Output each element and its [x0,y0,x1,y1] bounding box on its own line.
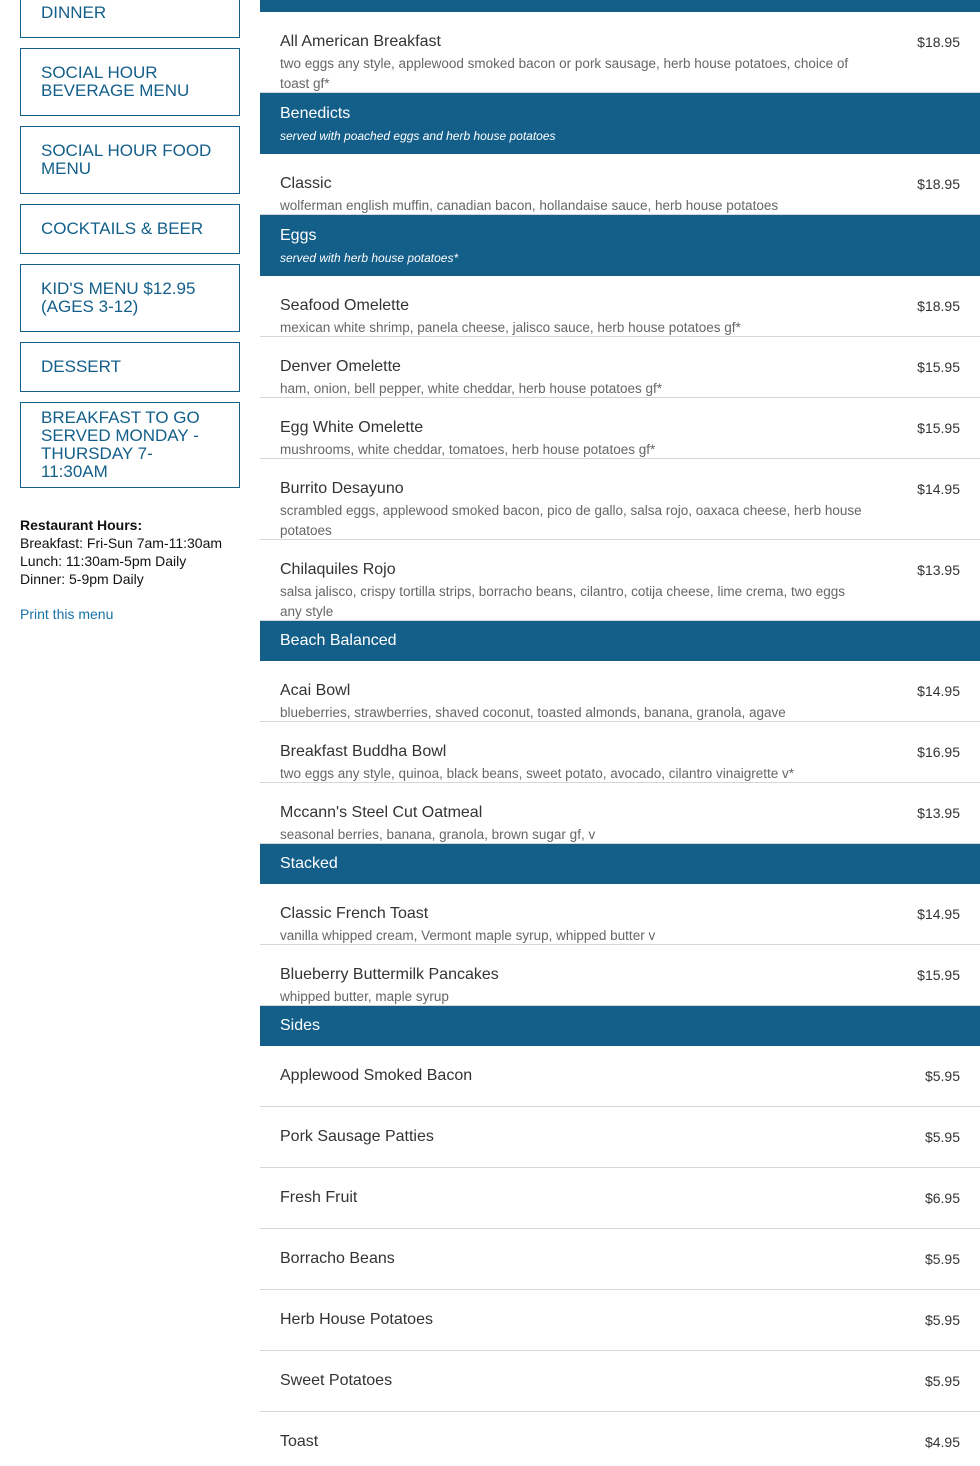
item-price: $6.95 [924,1190,960,1206]
nav-label: DESSERT [41,357,121,376]
section-header-eggs [260,215,980,276]
item-description: scrambled eggs, applewood smoked bacon, pico de gallo, salsa rojo, oaxaca cheese, herb house potatoes [280,503,862,538]
item-description: salsa jalisco, crispy tortilla strips, borracho beans, cilantro, cotija cheese, lime crema, two eggs any style [280,584,845,619]
item-name: Egg White Omelette [280,419,424,436]
item-name: All American Breakfast [280,33,441,50]
nav-label: KID'S MENU $12.95 (AGES 3-12) [41,279,196,316]
section-header-sides [260,1006,980,1046]
menu-item [260,1107,980,1168]
nav-dinner[interactable] [20,0,240,38]
menu-item [260,154,980,215]
item-name: Chilaquiles Rojo [280,561,396,578]
item-price: $13.95 [917,562,960,578]
item-price: $5.95 [924,1373,960,1389]
menu-item [260,1412,980,1466]
item-description: seasonal berries, banana, granola, brown sugar gf, v [280,827,596,842]
menu-item [260,783,980,844]
item-description: whipped butter, maple syrup [280,989,449,1004]
nav-kids-menu[interactable] [20,264,240,332]
item-description: mexican white shrimp, panela cheese, jalisco sauce, herb house potatoes gf* [280,320,741,335]
menu-item [260,276,980,337]
section-header-stacked [260,844,980,884]
menu-item [260,1046,980,1107]
item-price: $5.95 [924,1312,960,1328]
nav-cocktails-beer[interactable] [20,204,240,254]
section-title: Sides [280,1017,321,1034]
nav-label: BREAKFAST TO GO SERVED MONDAY - THURSDAY 7-11:30AM [41,408,200,481]
section-header [260,0,980,12]
section-header-beach-balanced [260,621,980,661]
menu-item [260,540,980,621]
item-price: $5.95 [924,1251,960,1267]
section-header-benedicts [260,93,980,154]
section-title: Stacked [280,855,338,872]
menu-item [260,1351,980,1412]
item-description: vanilla whipped cream, Vermont maple syrup, whipped butter v [280,928,656,943]
item-name: Mccann's Steel Cut Oatmeal [280,804,483,821]
item-description: two eggs any style, applewood smoked bacon or pork sausage, herb house potatoes, choice of toast gf* [280,56,849,91]
item-price: $5.95 [924,1068,960,1084]
item-name: Acai Bowl [280,682,351,699]
nav-social-hour-beverage-menu[interactable] [20,48,240,116]
hours-title: Restaurant Hours: [20,517,143,533]
hours-line: Breakfast: Fri-Sun 7am-11:30am [20,535,223,551]
item-price: $15.95 [917,967,960,983]
hours-line: Dinner: 5-9pm Daily [20,571,144,587]
nav-breakfast-to-go[interactable] [20,402,240,488]
item-name: Seafood Omelette [280,297,409,314]
section-subtitle: served with poached eggs and herb house potatoes [280,129,556,143]
item-description: ham, onion, bell pepper, white cheddar, herb house potatoes gf* [280,381,663,396]
item-price: $5.95 [924,1129,960,1145]
menu-item [260,459,980,540]
item-price: $18.95 [917,34,960,50]
item-name: Classic [280,175,332,192]
menu-item [260,945,980,1006]
item-name: Applewood Smoked Bacon [280,1067,473,1084]
item-name: Herb House Potatoes [280,1311,433,1328]
item-name: Toast [280,1433,319,1450]
item-name: Classic French Toast [280,905,429,922]
item-price: $4.95 [924,1434,960,1450]
item-price: $15.95 [917,359,960,375]
menu-item [260,1229,980,1290]
nav-social-hour-food-menu[interactable] [20,126,240,194]
menu-item [260,398,980,459]
item-name: Burrito Desayuno [280,480,404,497]
menu-item [260,337,980,398]
print-menu-link[interactable]: Print this menu [20,606,114,622]
menu-item [260,12,980,93]
item-price: $14.95 [917,481,960,497]
item-price: $18.95 [917,176,960,192]
restaurant-hours [20,516,240,588]
item-name: Pork Sausage Patties [280,1128,434,1145]
item-price: $16.95 [917,744,960,760]
section-subtitle: served with herb house potatoes* [280,251,459,265]
nav-label: SOCIAL HOUR BEVERAGE MENU [41,63,190,100]
item-name: Denver Omelette [280,358,401,375]
item-name: Sweet Potatoes [280,1372,393,1389]
section-title: Beach Balanced [280,632,397,649]
menu-item [260,1168,980,1229]
item-description: blueberries, strawberries, shaved coconut, toasted almonds, banana, granola, agave [280,705,786,720]
item-price: $15.95 [917,420,960,436]
section-title: Benedicts [280,105,351,122]
item-name: Fresh Fruit [280,1189,358,1206]
hours-line: Lunch: 11:30am-5pm Daily [20,553,187,569]
item-price: $13.95 [917,805,960,821]
nav-label: COCKTAILS & BEER [41,219,204,238]
item-name: Blueberry Buttermilk Pancakes [280,966,499,983]
menu-item [260,884,980,945]
item-description: mushrooms, white cheddar, tomatoes, herb house potatoes gf* [280,442,656,457]
item-name: Breakfast Buddha Bowl [280,743,447,760]
nav-label: DINNER [41,3,107,22]
item-description: two eggs any style, quinoa, black beans, sweet potato, avocado, cilantro vinaigrette v* [280,766,795,781]
item-description: wolferman english muffin, canadian bacon, hollandaise sauce, herb house potatoes [280,198,779,213]
nav-label: SOCIAL HOUR FOOD MENU [41,141,212,178]
nav-dessert[interactable] [20,342,240,392]
menu-item [260,661,980,722]
menu-item [260,1290,980,1351]
section-title: Eggs [280,227,317,244]
item-price: $14.95 [917,683,960,699]
menu-item [260,722,980,783]
item-price: $18.95 [917,298,960,314]
item-name: Borracho Beans [280,1250,395,1267]
item-price: $14.95 [917,906,960,922]
